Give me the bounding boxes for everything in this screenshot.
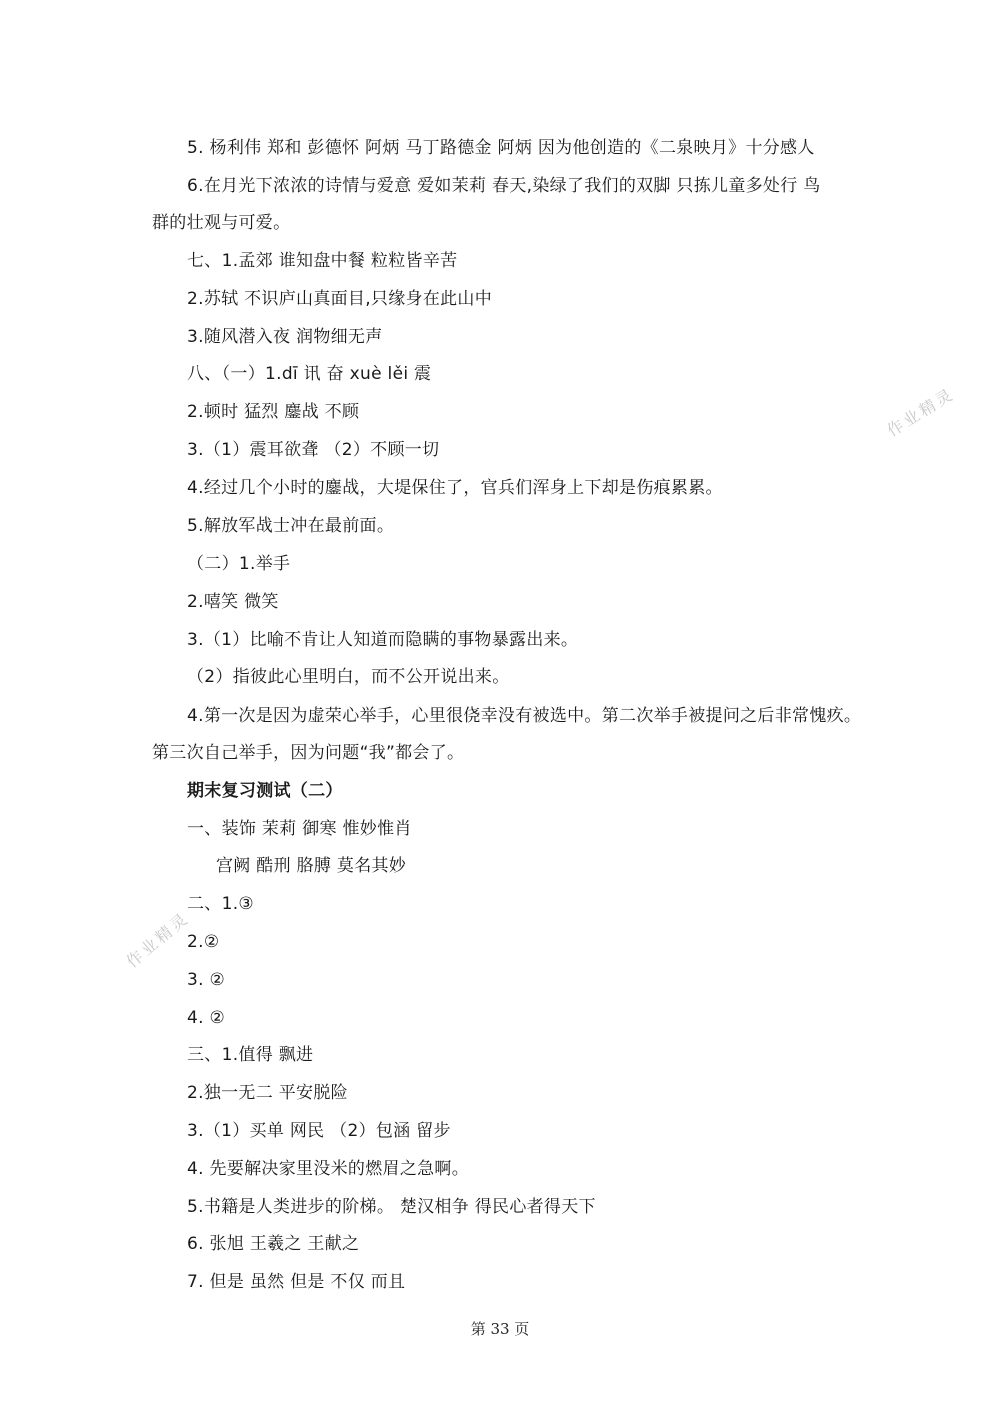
answer-line: 6.在月光下浓浓的诗情与爱意 爱如茉莉 春天,染绿了我们的双脚 只拣儿童多处行 鸟 bbox=[187, 176, 821, 196]
answer-line: 2.顿时 猛烈 鏖战 不顾 bbox=[187, 402, 360, 422]
answer-line: 5. 杨利伟 郑和 彭德怀 阿炳 马丁路德金 阿炳 因为他创造的《二泉映月》十分感人 bbox=[187, 138, 815, 158]
answer-line: 5.解放军战士冲在最前面。 bbox=[187, 516, 395, 536]
answer-line: 二、1.③ bbox=[187, 894, 254, 914]
watermark-stamp: 作业精灵 bbox=[122, 908, 193, 972]
answer-line: 4. ② bbox=[187, 1008, 226, 1028]
answer-line: 七、1.孟郊 谁知盘中餐 粒粒皆辛苦 bbox=[187, 251, 458, 271]
answer-line: 三、1.值得 飘进 bbox=[187, 1045, 314, 1065]
answer-line: 3.随风潜入夜 润物细无声 bbox=[187, 327, 383, 347]
answer-line: 第三次自己举手，因为问题“我”都会了。 bbox=[152, 743, 465, 763]
answer-line: 3.（1）震耳欲聋 （2）不顾一切 bbox=[187, 440, 440, 460]
answer-line: 4.第一次是因为虚荣心举手，心里很侥幸没有被选中。第二次举手被提问之后非常愧疚。 bbox=[187, 706, 862, 726]
answer-line: （二）1.举手 bbox=[187, 554, 291, 574]
watermark-stamp: 作业精灵 bbox=[883, 384, 959, 441]
answer-line: 群的壮观与可爱。 bbox=[152, 213, 291, 233]
answer-line: 4. 先要解决家里没米的燃眉之急啊。 bbox=[187, 1159, 470, 1179]
page-number: 第 33 页 bbox=[470, 1320, 530, 1338]
answer-line: 2.② bbox=[187, 932, 220, 952]
answer-line: 2.独一无二 平安脱险 bbox=[187, 1083, 348, 1103]
answer-line: （2）指彼此心里明白，而不公开说出来。 bbox=[187, 667, 510, 687]
answer-line: 一、装饰 茉莉 御寒 惟妙惟肖 bbox=[187, 819, 412, 839]
answer-line: 八、（一）1.dī 讯 奋 xuè lěi 震 bbox=[187, 364, 432, 384]
answer-line: 4.经过几个小时的鏖战，大堤保住了，官兵们浑身上下却是伤痕累累。 bbox=[187, 478, 723, 498]
answer-line: 5.书籍是人类进步的阶梯。 楚汉相争 得民心者得天下 bbox=[187, 1197, 596, 1217]
answer-line: 3. ② bbox=[187, 970, 226, 990]
answer-line: 3.（1）比喻不肯让人知道而隐瞒的事物暴露出来。 bbox=[187, 630, 579, 650]
answer-line: 6. 张旭 王羲之 王献之 bbox=[187, 1234, 360, 1254]
section-heading: 期末复习测试（二） bbox=[187, 781, 343, 801]
answer-line: 2.苏轼 不识庐山真面目,只缘身在此山中 bbox=[187, 289, 493, 309]
answer-line: 宫阙 酷刑 胳膊 莫名其妙 bbox=[216, 856, 407, 876]
answer-line: 3.（1）买单 网民 （2）包涵 留步 bbox=[187, 1121, 451, 1141]
answer-line: 2.嘻笑 微笑 bbox=[187, 592, 279, 612]
answer-line: 7. 但是 虽然 但是 不仅 而且 bbox=[187, 1272, 406, 1292]
